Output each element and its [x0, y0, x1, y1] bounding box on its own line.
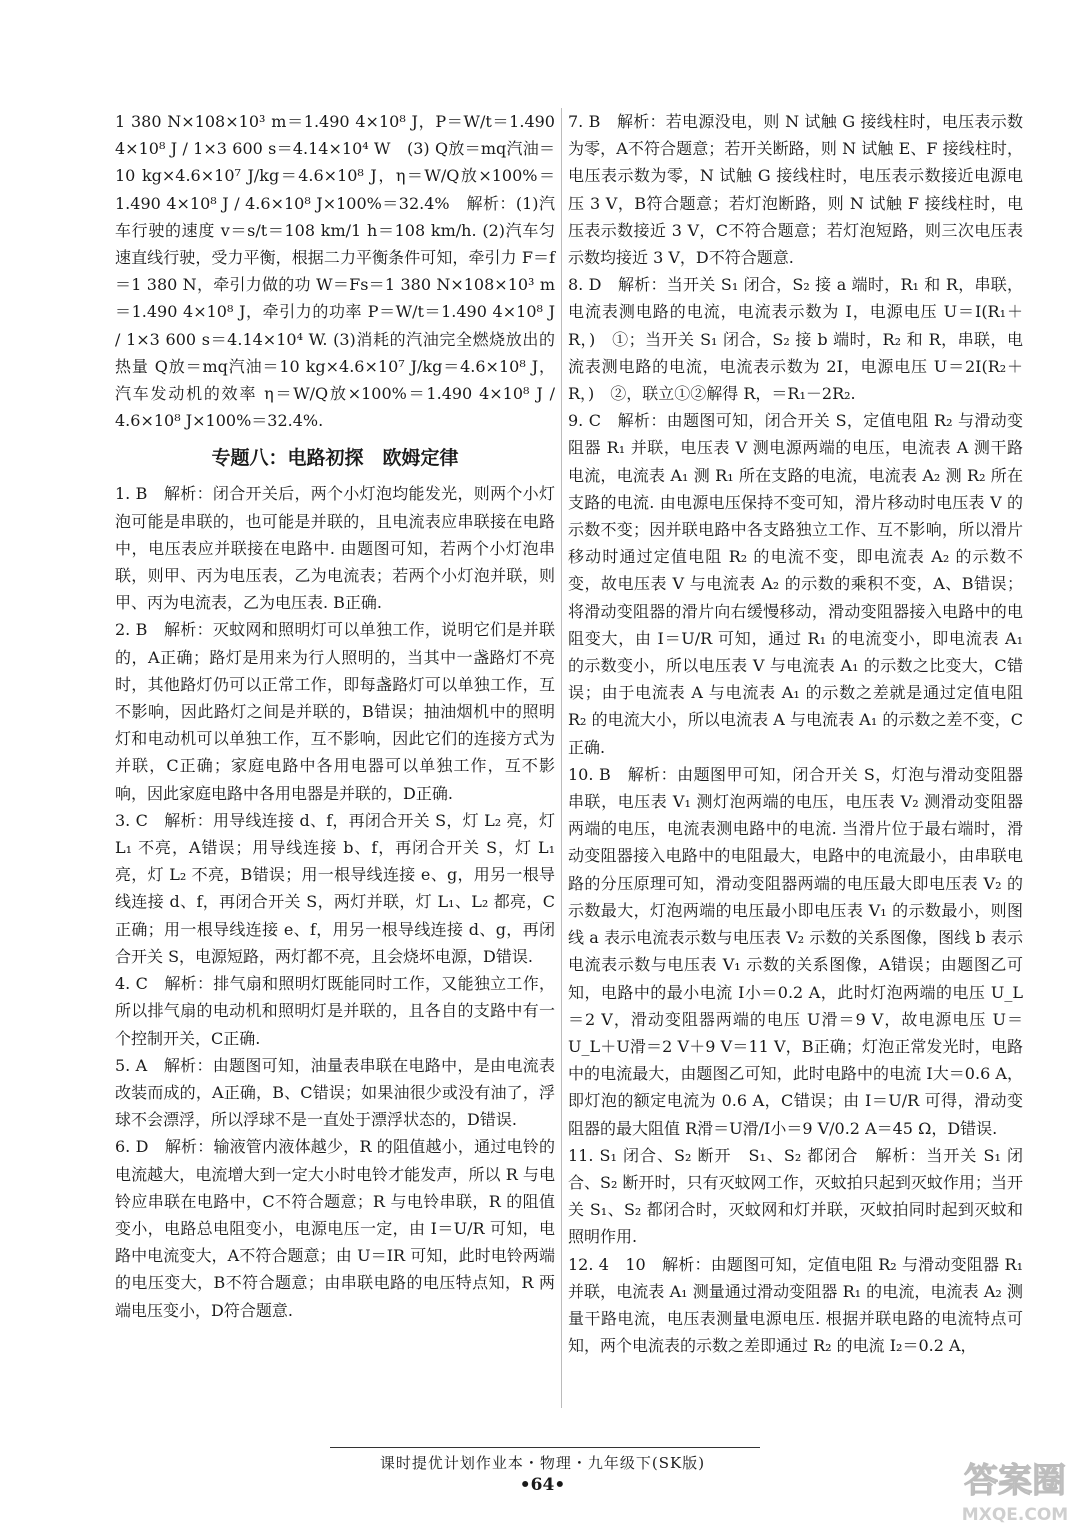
answer-q4: 4. C 解析：排气扇和照明灯既能同时工作，又能独立工作，所以排气扇的电动机和照明灯是并联的，且各自的支路中有一个控制开关，C正确. [115, 974, 555, 1048]
right-column [568, 108, 1023, 1359]
svg-text:答案圈: 答案圈 [964, 1461, 1066, 1501]
answer-q7: 7. B 解析：若电源没电，则 N 试触 G 接线柱时，电压表示数为零，A不符合题意；若开关断路，则 N 试触 E、F 接线柱时，电压表示数为零，N 试触 G 接线柱时，电压表示数接近电源电压 3 V，B符合题意；若灯泡断路，则 N 试触 F 接线柱时，电压表示数接近 3 V，C不符合题意；若灯泡短路，则三次电压表示数均接近 3 V，D不符合题意. [568, 112, 1023, 268]
section-title: 专题八：电路初探 欧姆定律 [211, 447, 459, 470]
answer-paragraph-top: 1 380 N×108×10³ m＝1.490 4×10⁸ J，P＝W/t＝1.490 4×10⁸ J / 1×3 600 s＝4.14×10⁴ W (3) Q放＝mq汽油＝10 kg×4.6×10⁷ J/kg＝4.6×10⁸ J，η＝W/Q放×100%＝1.490 4×10⁸ J / 4.6×10⁸ J×100%＝32.4% 解析：(1)汽车行驶的速度 v＝s/t＝108 km/1 h＝108 km/h. (2)汽车匀速直线行驶，受力平衡，根据二力平衡条件可知，牵引力 F＝f＝1 380 N，牵引力做的功 W＝Fs＝1 380 N×108×10³ m＝1.490 4×10⁸ J，牵引力的功率 P＝W/t＝1.490 4×10⁸ J / 1×3 600 s＝4.14×10⁴ W. (3)消耗的汽油完全燃烧放出的热量 Q放＝mq汽油＝10 kg×4.6×10⁷ J/kg＝4.6×10⁸ J，汽车发动机的效率 η＝W/Q放×100%＝1.490 4×10⁸ J / 4.6×10⁸ J×100%＝32.4%. [115, 112, 555, 431]
column-divider [561, 108, 562, 1408]
answer-q11: 11. S₁ 闭合、S₂ 断开 S₁、S₂ 都闭合 解析：当开关 S₁ 闭合、S₂ 断开时，只有灭蚊网工作，灭蚊拍只起到灭蚊作用；当开关 S₁、S₂ 都闭合时，灭蚊网和灯并联，灭蚊拍同时起到灭蚊和照明作用. [568, 1145, 1023, 1247]
answer-q9: 9. C 解析：由题图可知，闭合开关 S，定值电阻 R₂ 与滑动变阻器 R₁ 并联，电压表 V 测电源两端的电压，电流表 A 测干路电流，电流表 A₁ 测 R₁ 所在支路的电流，电流表 A₂ 测 R₂ 所在支路的电流. 由电源电压保持不变可知，滑片移动时电压表 V 的示数不变；因并联电路中各支路独立工作、互不影响，所以滑片移动时通过定值电阻 R₂ 的电流不变，即电流表 A₂ 的示数不变，故电压表 V 与电流表 A₂ 的示数的乘积不变，A、B错误；将滑动变阻器的滑片向右缓慢移动，滑动变阻器接入电路中的电阻变大，由 I＝U/R 可知，通过 R₁ 的电流变小，即电流表 A₁ 的示数变小，所以电压表 V 与电流表 A₁ 的示数之比变大，C错误；由于电流表 A 与电流表 A₁ 的示数之差就是通过定值电阻 R₂ 的电流大小，所以电流表 A 与电流表 A₁ 的示数之差不变，C正确. [568, 411, 1023, 757]
answer-q12: 12. 4 10 解析：由题图可知，定值电阻 R₂ 与滑动变阻器 R₁ 并联，电流表 A₁ 测量通过滑动变阻器 R₁ 的电流，电流表 A₂ 测量干路电流，电压表测量电源电压. 根据并联电路的电流特点可知，两个电流表的示数之差即通过 R₂ 的电流 I₂＝0.2 A， [568, 1254, 1023, 1356]
answer-q2: 2. B 解析：灭蚊网和照明灯可以单独工作，说明它们是并联的，A正确；路灯是用来为行人照明的，当其中一盏路灯不亮时，其他路灯仍可以正常工作，即每盏路灯可以单独工作，互不影响，因此路灯之间是并联的，B错误；抽油烟机中的照明灯和电动机可以单独工作，互不影响，因此它们的连接方式为并联，C正确；家庭电路中各用电器可以单独工作，互不影响，因此家庭电路中各用电器是并联的，D正确. [115, 620, 555, 803]
footer-rule [330, 1447, 760, 1448]
answer-q8: 8. D 解析：当开关 S₁ 闭合，S₂ 接 a 端时，R₁ 和 R，串联，电流表测电路的电流，电流表示数为 I，电源电压 U＝I(R₁＋R，) ①；当开关 S₁ 闭合，S₂ 接 b 端时，R₂ 和 R，串联，电流表测电路的电流，电流表示数为 2I，电源电压 U＝2I(R₂＋R，) ②，联立①②解得 R，＝R₁－2R₂. [568, 275, 1023, 404]
footer-book-title: 课时提优计划作业本・物理・九年级下(SK版) [379, 1454, 706, 1472]
answer-q10: 10. B 解析：由题图甲可知，闭合开关 S，灯泡与滑动变阻器串联，电压表 V₁ 测灯泡两端的电压，电压表 V₂ 测滑动变阻器两端的电压，电流表测电路中的电流. 当滑片位于最右端时，滑动变阻器接入电路中的电阻最大，电路中的电流最小，由串联电路的分压原理可知，滑动变阻器两端的电压最大即电压表 V₂ 的示数最大，灯泡两端的电压最小即电压表 V₁ 的示数最小，则图线 a 表示电流表示数与电压表 V₂ 示数的关系图像，图线 b 表示电流表示数与电压表 V₁ 示数的关系图像，A错误；由题图乙可知，电路中的最小电流 I小＝0.2 A，此时灯泡两端的电压 U_L＝2 V，滑动变阻器两端的电压 U滑＝9 V，故电源电压 U＝U_L＋U滑＝2 V＋9 V＝11 V，B正确；灯泡正常发光时，电路中的电流最大，由题图乙可知，此时电路中的电流 I大＝0.6 A，即灯泡的额定电流为 0.6 A，C错误；由 I＝U/R 可得，滑动变阻器的最大阻值 R滑＝U滑/I小＝9 V/0.2 A＝45 Ω，D错误. [568, 764, 1023, 1138]
answer-q6: 6. D 解析：输液管内液体越少，R 的阻值越小，通过电铃的电流越大，电流增大到一定大小时电铃才能发声，所以 R 与电铃应串联在电路中，C不符合题意；R 与电铃串联，R 的阻值变小，电路总电阻变小，电源电压一定，由 I＝U/R 可知，电路中电流变大，A不符合题意；由 U＝IR 可知，此时电铃两端的电压变大，B不符合题意；由串联电路的电压特点知，R 两端电压变小，D符合题意. [115, 1137, 555, 1320]
page-number: •64• [519, 1475, 566, 1495]
svg-text:MXQE.COM: MXQE.COM [961, 1505, 1069, 1525]
answer-q1: 1. B 解析：闭合开关后，两个小灯泡均能发光，则两个小灯泡可能是串联的，也可能是并联的，且电流表应串联接在电路中，电压表应并联接在电路中. 由题图可知，若两个小灯泡串联，则甲、丙为电压表，乙为电流表；若两个小灯泡并联，则甲、丙为电流表，乙为电压表. B正确. [115, 484, 555, 613]
answer-q3: 3. C 解析：用导线连接 d、f，再闭合开关 S，灯 L₂ 亮，灯 L₁ 不亮，A错误；用导线连接 b、f，再闭合开关 S，灯 L₁ 亮，灯 L₂ 不亮，B错误；用一根导线连接 e、g，用另一根导线连接 d、f，再闭合开关 S，两灯并联，灯 L₁、L₂ 都亮，C正确；用一根导线连接 e、f，用另一根导线连接 d、g，再闭合开关 S，电源短路，两灯都不亮，且会烧坏电源，D错误. [115, 810, 555, 966]
watermark-logo [960, 1450, 1070, 1528]
answer-q5: 5. A 解析：由题图可知，油量表串联在电路中，是由电流表改装而成的，A正确，B、C错误；如果油很少或没有油了，浮球不会漂浮，所以浮球不是一直处于漂浮状态的，D错误. [115, 1055, 555, 1130]
left-column [115, 108, 555, 1324]
